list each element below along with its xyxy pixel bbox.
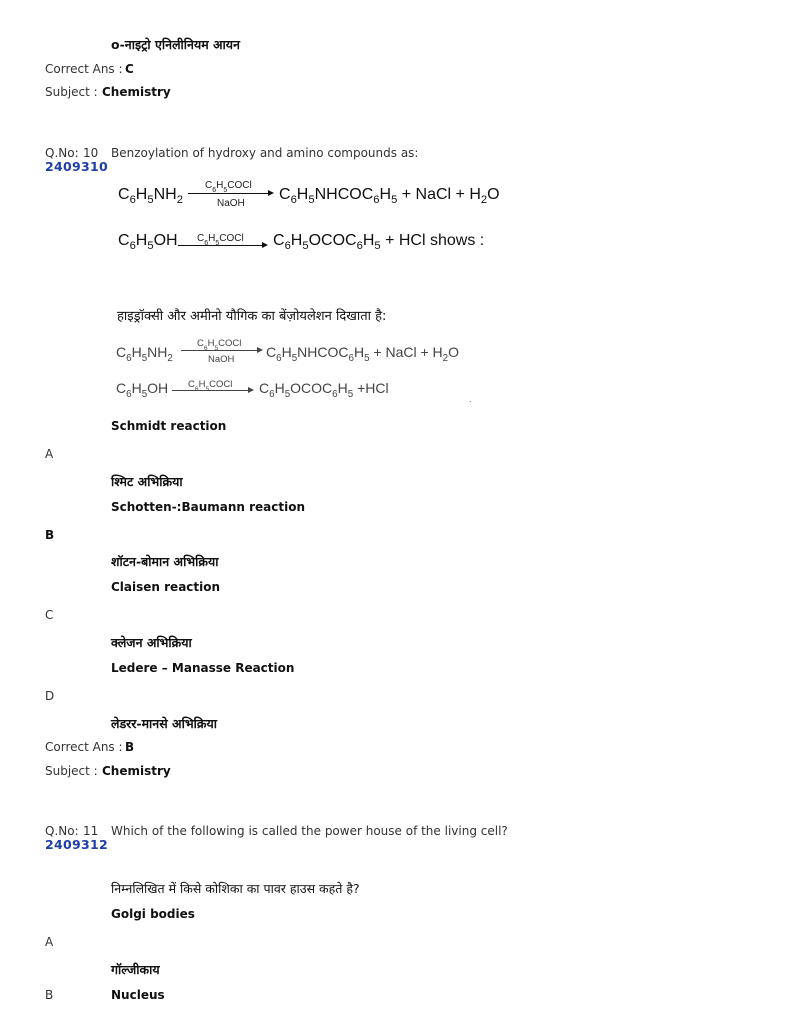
q11-option-a-hi: गॉल्जीकाय	[111, 962, 160, 977]
q10-option-d-letter: D	[45, 689, 55, 703]
q10-r2-products: $C_6H_5OCOC_6H_5$ + HCl shows :	[273, 232, 485, 252]
q10-option-a-letter: A	[45, 447, 54, 461]
prev-correct-value: C	[125, 62, 134, 76]
q10-option-b-letter: B	[45, 528, 55, 542]
prev-correct-label: Correct Ans :	[45, 62, 123, 76]
q10-r1b-reagent-bottom: NaOH	[208, 354, 235, 365]
q11-option-b-letter: B	[45, 988, 54, 1002]
q10-r2b-reactant: $C_6H_5OH$	[116, 380, 169, 400]
q10-correct-label: Correct Ans :	[45, 740, 123, 754]
q11-option-a-letter: A	[45, 935, 54, 949]
q10-r1-reactant: $C_6H_5NH_2$	[118, 186, 183, 206]
q10-r1-reagent-bottom: NaOH	[217, 198, 245, 209]
q10-option-b-en: Schotten-:Baumann reaction	[111, 500, 306, 514]
q10-subject-value: Chemistry	[102, 764, 171, 778]
prev-subject-label: Subject :	[45, 85, 98, 99]
q10-r1-arrow	[188, 193, 272, 194]
q10-option-a-en: Schmidt reaction	[111, 419, 227, 433]
q10-r2b-arrow	[172, 390, 252, 391]
q10-r1b-products: $C_6H_5NHCOC_6H_5$ + NaCl + $H_2O$	[266, 344, 460, 364]
q10-r2-reactant: $C_6H_5OH$	[118, 232, 178, 252]
q11-option-b-en: Nucleus	[111, 988, 165, 1002]
q10-r2b-reagent-top: $C_6H_5COCl$	[188, 379, 233, 393]
prev-subject-value: Chemistry	[102, 85, 171, 99]
q10-r1-products: $C_6H_5NHCOC_6H_5$ + NaCl + $H_2O$	[279, 186, 500, 206]
q10-question-hindi: हाइड्रॉक्सी और अमीनो यौगिक का बेंज़ोयलेशन दिखाता है:	[117, 309, 387, 324]
q11-qno-label: Q.No:	[45, 824, 79, 838]
stray-dot: .	[469, 395, 472, 404]
q10-r2b-products: $C_6H_5OCOC_6H_5 +HCl$	[259, 380, 389, 400]
q10-r1b-arrow	[181, 350, 261, 351]
q11-question-id: 2409312	[45, 837, 108, 852]
q10-option-c-hi: क्लेजन अभिक्रिया	[111, 635, 192, 650]
q10-option-c-letter: C	[45, 608, 54, 622]
q11-qno: 11	[83, 824, 99, 838]
q10-option-c-en: Claisen reaction	[111, 580, 221, 594]
q10-r2-arrow	[178, 245, 266, 246]
q10-correct-value: B	[125, 740, 135, 754]
q10-qno-label: Q.No:	[45, 146, 79, 160]
q11-question-hindi: निम्नलिखित में किसे कोशिका का पावर हाउस कहते है?	[111, 881, 360, 896]
q10-subject-label: Subject :	[45, 764, 98, 778]
q10-qno: 10	[83, 146, 99, 160]
q11-option-a-en: Golgi bodies	[111, 907, 195, 921]
q10-r2-reagent-top: $C_6H_5COCl$	[197, 233, 244, 247]
q10-r1b-reagent-top: $C_6H_5COCl$	[197, 338, 242, 352]
q10-r1b-reactant: $C_6H_5NH_2$	[116, 344, 173, 364]
q10-r2-suffix: shows :	[425, 232, 485, 249]
q10-r1-reagent-top: $C_6H_5COCl$	[205, 180, 252, 194]
q11-question-text: Which of the following is called the power house of the living cell?	[111, 824, 508, 838]
q10-option-a-hi: श्मिट अभिक्रिया	[111, 474, 183, 489]
prev-option-hindi: o-नाइट्रो एनिलीनियम आयन	[111, 37, 240, 52]
q10-option-d-en: Ledere – Manasse Reaction	[111, 661, 295, 675]
q10-question-id: 2409310	[45, 159, 108, 174]
q10-option-b-hi: शॉटन-बोमान अभिक्रिया	[111, 554, 219, 569]
q10-option-d-hi: लेडरर-मानसे अभिक्रिया	[111, 716, 217, 731]
q10-question-text: Benzoylation of hydroxy and amino compounds as:	[111, 146, 419, 160]
